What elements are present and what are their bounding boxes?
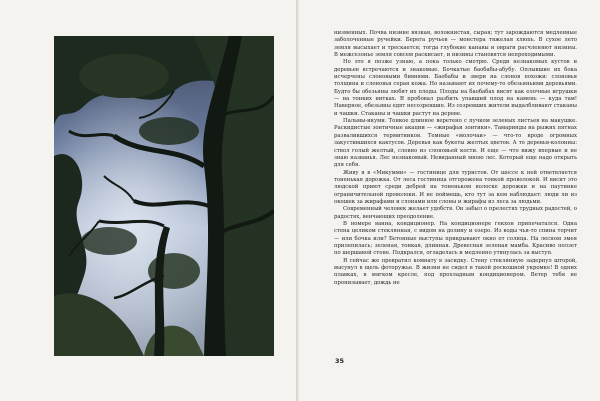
paragraph: Но это я позже узнаю, а пока только смотрю. Среди незнакомых кустов и деревьев встречаются и знакомые. Бочкатые баобабы-абубу. Оплывшие их бока исчерчены слоновыми бивнями. Баобабы и звери на слонов похожи: слоновья толщина и слоновья серая кожа. Но называют их почему-то обезьяньими деревьями. Будто бы обезьяны любят их плоды. Плоды на баобабах висят как елочные игрушки — на тонких нитках. Я пробовал разбить упавший плод на камень — куда там! Наверное, обезьяны едят несозревшие. Из созревших жители выдалбливают стаканы и чашки. Стаканы и чашки растут на дереве. xyxy=(334,59,577,117)
tree-canopy-photo xyxy=(54,36,274,356)
body-text xyxy=(334,30,577,287)
paragraph: низменных. Почва низине вязкая, волокнистая, сырая; тут зарождаются медленные заболоченные ручейки. Берега ручьев — монстера тяжелая хлюпь. В сухое лето земля высыхает и трескается; тогда глубокие канавы и овраги расчленяют низины. В межсезонье земля совсем раскисает, и низины становятся непроходимыми. xyxy=(334,30,577,59)
paragraph: Пальмы-икуми. Тонкое длинное веретено с пучком зеленых листьев на макушке. Раскидистые зонтичные акации — «жирафьи зонтики». Тамаринды на рыжих пятнах развалившихся термитников. Темные «молочаи» — что-то вроде огромных закустившихся кактусов. Деревья как букеты желтых цветов. А то деревья-колонны: ствол голый желтый, словно из слоновьей кости. И еще — что вижу впервые и не знаю названья. Лес незнакомый. Невиданный мною лес. Который еще надо открыть для себя. xyxy=(334,118,577,169)
paragraph: В номере ванна, кондиционер. На кондиционере гекхон припечатался. Одна стена целиком стеклянная, с видом на долину и озеро. Из воды чья-то спина торчит — или бочка или? Бетонные выступы прикрывают окно от солнца. На лесном змея прилепилась; зеленая, тонкая, длинная. Древесная зеленая мамба. Красиво ползет по шершавой стене. Подкрался, огладелась и медленно утянулась за выступ. xyxy=(334,220,577,257)
page-number: 35 xyxy=(335,357,345,365)
right-page xyxy=(299,0,600,401)
paragraph: Современный человек желает удобств. Он забыл о прелестях трудных радостей, о радостях, венчающих преодоление. xyxy=(334,206,577,220)
paragraph: Я сейчас же превратил комнату в засидку. Стену стеклянную задернул шторой, высунул в щель фоторужье. В жизни не сидел в такой роскошной укромке! В одних плавках, в мягком кресле, под прохладным кондиционером. Ветер тебя не пронизывает, дождь не xyxy=(334,257,577,286)
paragraph: Живу я в «Микумми» — гостинице для туристов. От шоссе к ней ответвляется тоненькая дорожка. От леса гостиница отгорожена тонкой проволокой. И висит это людской приют среди дебрей на тоненьком волоске дорожки и на паутинке ограничительной проволоки. И не поймешь, кто тут за кем наблюдает: люди ли из окошек за жирафами и слонами или слоны и жирафы из леса за людьми. xyxy=(334,169,577,205)
left-page xyxy=(0,0,298,401)
photo-illustration xyxy=(54,36,274,356)
